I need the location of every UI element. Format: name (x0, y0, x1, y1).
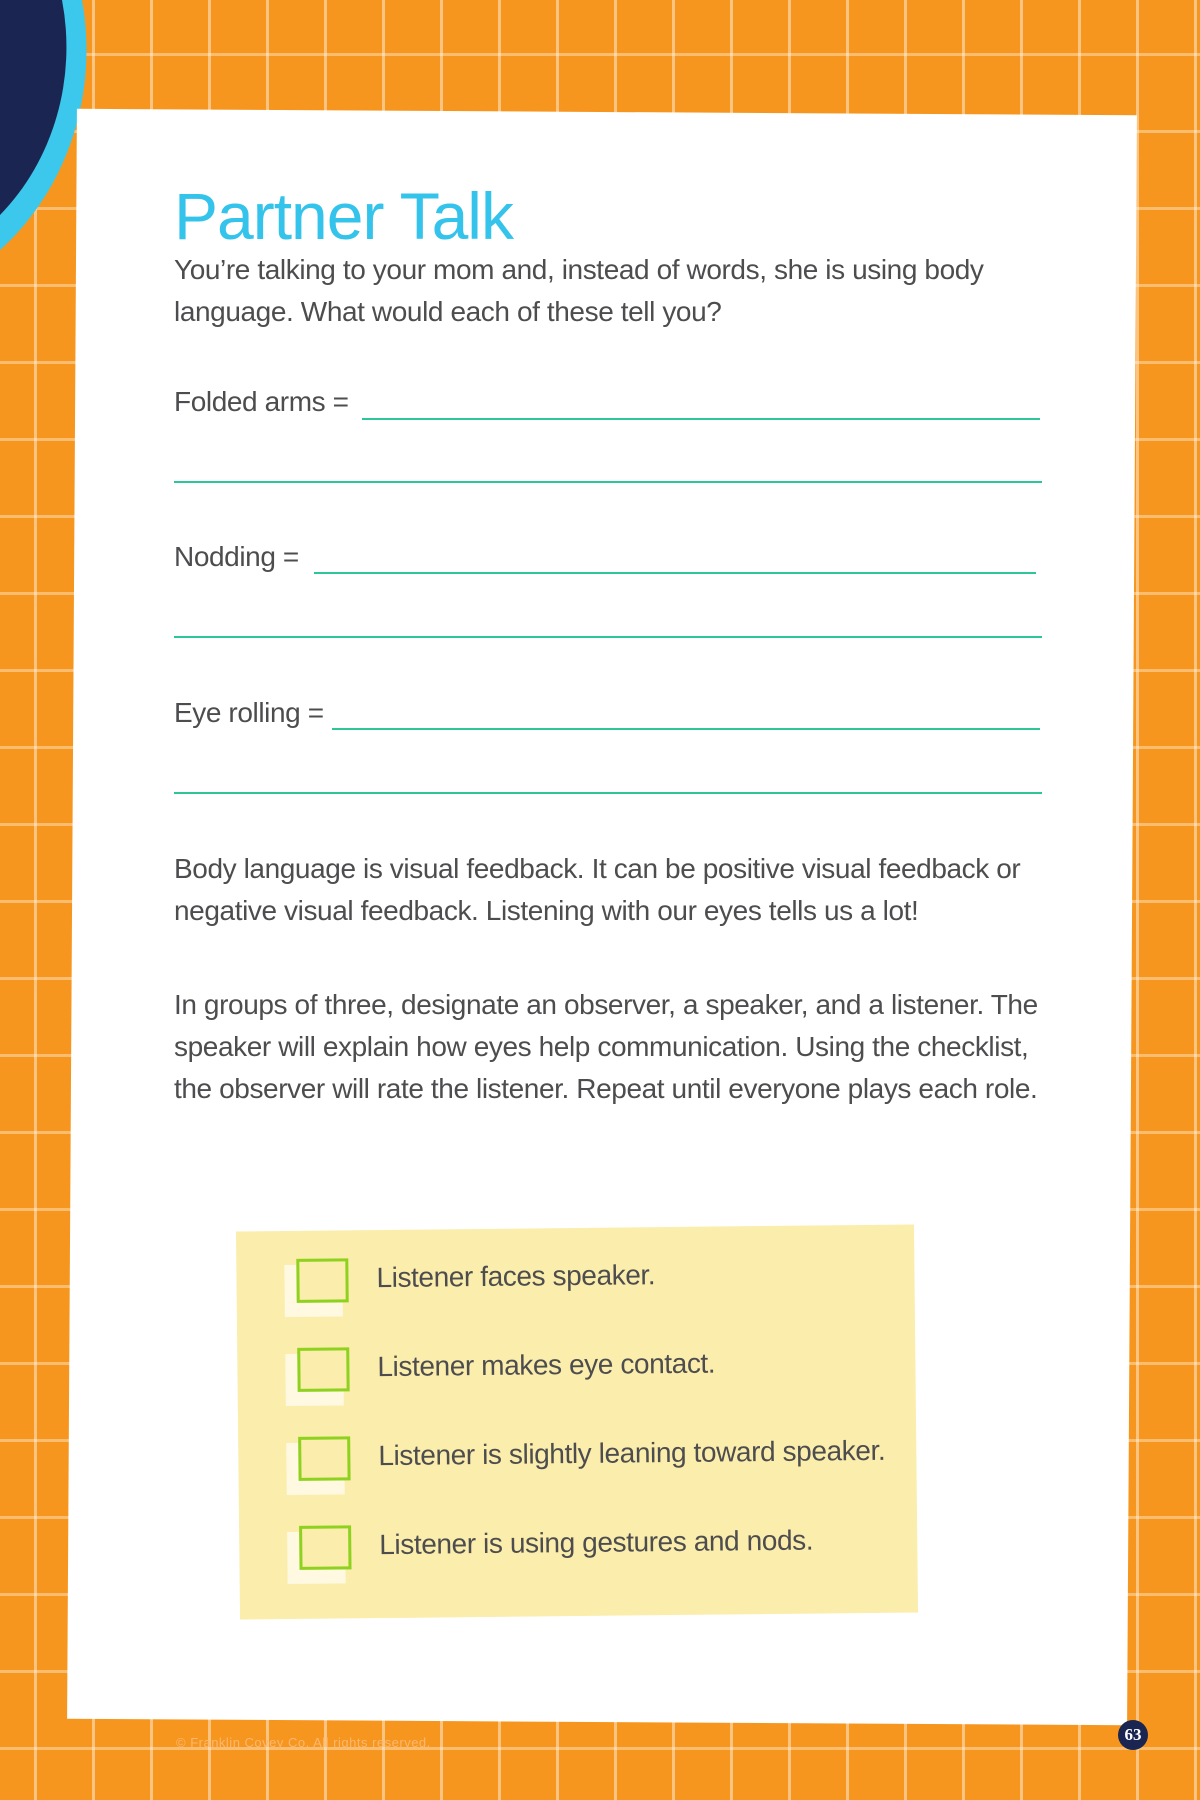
answer-line-folded-arms-2[interactable] (174, 481, 1042, 483)
checkbox[interactable] (296, 1258, 348, 1303)
intro-text: You’re talking to your mom and, instead of words, she is using body language. What would each of these tell you? (174, 254, 984, 327)
field-label-folded-arms: Folded arms = (174, 386, 349, 417)
field-label-eye-rolling: Eye rolling = (174, 697, 324, 728)
answer-line-eye-rolling-2[interactable] (174, 792, 1042, 794)
answer-line-eye-rolling[interactable] (332, 728, 1040, 730)
instructions-paragraph: In groups of three, designate an observer, a speaker, and a listener. The speaker will explain how eyes help communication. Using the checklist, the observer will rate the listener. Repeat until everyone plays each role. (174, 989, 1038, 1104)
answer-line-nodding[interactable] (314, 572, 1036, 574)
page-number-badge: 63 (1118, 1720, 1148, 1750)
checklist-item-label: Listener faces speaker. (376, 1259, 656, 1294)
checklist-item-label: Listener is using gestures and nods. (379, 1524, 814, 1561)
checklist-item-label: Listener makes eye contact. (377, 1347, 716, 1383)
page-title: Partner Talk (174, 179, 513, 253)
answer-line-folded-arms[interactable] (362, 418, 1040, 420)
field-label-nodding: Nodding = (174, 541, 299, 572)
copyright-notice: © Franklin Covey Co. All rights reserved. (176, 1735, 431, 1750)
checkbox[interactable] (299, 1525, 351, 1570)
checklist-item (237, 1342, 838, 1408)
checklist-item (236, 1253, 837, 1319)
body-language-paragraph: Body language is visual feedback. It can be positive visual feedback or negative visual feedback. Listening with our eyes tells us a lot! (174, 853, 1021, 926)
listener-checklist (236, 1224, 918, 1619)
checklist-item-label: Listener is slightly leaning toward speaker. (378, 1434, 886, 1472)
checklist-item (239, 1520, 840, 1586)
checklist-item (238, 1431, 886, 1497)
checkbox[interactable] (298, 1436, 350, 1481)
answer-line-nodding-2[interactable] (174, 636, 1042, 638)
checkbox[interactable] (297, 1347, 349, 1392)
